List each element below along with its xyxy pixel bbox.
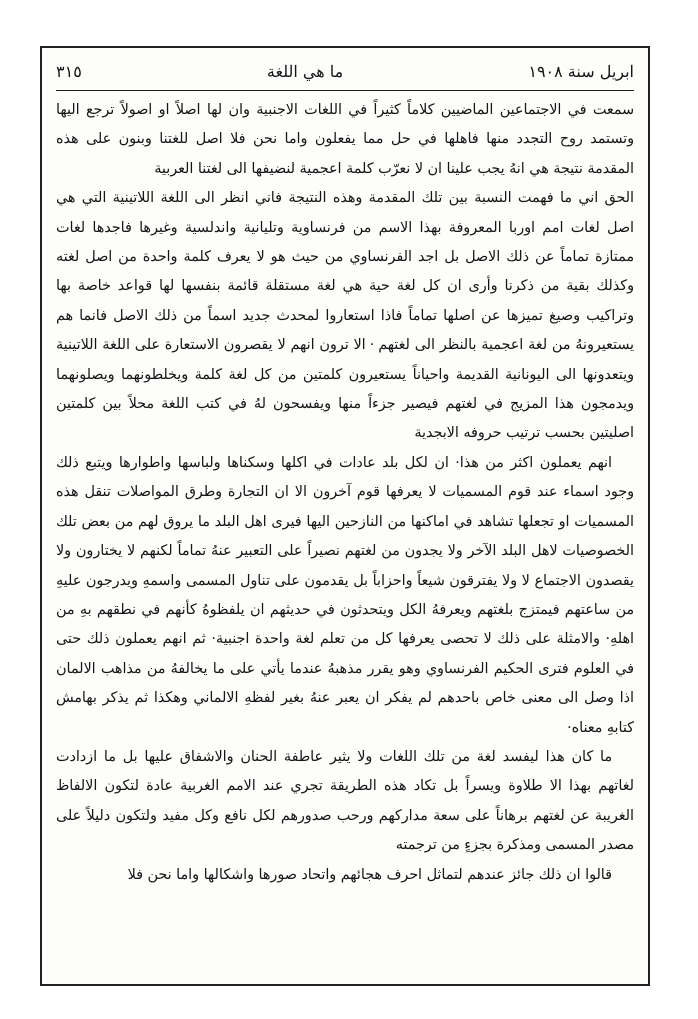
- issue-date: ابريل سنة ١٩٠٨: [528, 61, 634, 81]
- paragraph: ما كان هذا ليفسد لغة من تلك اللغات ولا يثير عاطفة الحنان والاشفاق عليها بل ما ازدادت لغاتهم بهذا الا طلاوة ويسراً بل تكاد هذه الطريقة تجري عند الامم الغربية عادة لتكون الالفاظ الغريبة عن لغتهم برهاناً على سعة مداركهم ورحب صدورهم لكل نافع وكل مفيد ولتكون دليلاً على مصدر المسمى ومذكرة بجزءٍ من ترجمته: [56, 748, 634, 854]
- paragraph: [56, 184, 634, 449]
- article-body: [56, 96, 634, 972]
- article-title: ما هي اللغة: [266, 61, 344, 81]
- paragraph-text: الحق اني ما فهمت النسبة بين تلك المقدمة وهذه النتيجة فاني انظر الى اللغة اللاتينية التي هي اصل لغات امم اوربا المعروفة بهذا الاسم من فرنساوية وتليانية واندلسية وغيرها فاجدها لغات ممتازة تماماً عن ذلك الاصل بل اجد الفرنساوي من حيث هو لا يعرف كلمة واحدة من اصل لغته وكذلك بقية من ذكرنا وأرى ان كل لغة حية هي لغة مستقلة قائمة بنفسها لها قواعد خاصة بها وتراكيب وصيغ تميزها عن اصلها تماماً فاذا استعاروا لمحدث جديد اسماً من ذلك الاصل فانما هم يستعيرونهُ من لغة اعجمية بالنظر الى لغتهم: [56, 190, 634, 354]
- paragraph-text: الا ترون انهم لا يقصرون الاستعارة على اللغة اللاتينية ويتعدونها الى اليونانية القديمة واحياناً يستعيرون كلمتين من كل لغة كلمة ويخلطونهما ويصلونهما ويدمجون هذا المزيج في لغتهم فيصير جزءاً منها ويفسحون لهُ في كتب اللغة محلاً بين كلمتين اصليتين بحسب ترتيب حروفه الابجدية: [56, 337, 634, 442]
- header-rule: [56, 90, 634, 91]
- paragraph: انهم يعملون اكثر من هذا· ان لكل بلد عادات في اكلها وسكناها ولباسها واطوارها ويتبع ذلك وجود اسماء عند قوم المسميات لا يعرفها قوم آخرون الا ان التجارة وطرق المواصلات تنقل هذه المسميات او تجعلها تشاهد في اماكنها من النازحين اليها فيرى اهل البلد ما يروق لهم من بعض تلك الخصوصيات لاهل البلد الآخر ولا يجدون من لغتهم نصيراً على التعبير عنهُ تماماً لكنهم لا يختارون ولا يقصدون الاجتماع لا ولا يفترقون شيعاً واحزاباً بل يقدمون على تناول المسمى واسمهِ ويدرجون عليهِ من ساعتهم فيمتزج بلغتهم ويعرفهُ الكل ويتحدثون في حديثهم ان يلفظوهُ كأنهم في نطقهم بهِ من اهلهِ· والامثلة على ذلك لا تحصى يعرفها كل من تعلم لغة واحدة اجنبية· ثم انهم يعملون ذلك حتى في العلوم فترى الحكيم الفرنساوي وهو يقرر مذهبهُ عندما يأتي على ما يخالفهُ من مذاهب الالمان اذا وصل الى معنى خاص باحدهم لم يفكر ان يعبر عنهُ بغير لفظهِ الالماني وهكذا ثم يذكر بهامش كتابهِ معناه·: [56, 454, 634, 736]
- running-header: [56, 54, 634, 88]
- paragraph: سمعت في الاجتماعين الماضيين كلاماً كثيراً في اللغات الاجنبية وان لها اصلاً او اصولاً ترجع اليها وتستمد روح التجدد منها فاهلها في حل مما يفعلون واما نحن فلا اصل للغتنا وبنون على هذه المقدمة نتيجة هي انهُ يجب علينا ان لا نعرّب كلمة اعجمية لنضيفها الى لغتنا العربية: [56, 102, 634, 177]
- separator-dot: ·: [369, 337, 375, 354]
- page-number: ٣١٥: [56, 61, 82, 81]
- book-page: [40, 46, 650, 986]
- paragraph: قالوا ان ذلك جائز عندهم لتماثل احرف هجائهم واتحاد صورها واشكالها واما نحن فلا: [127, 866, 612, 883]
